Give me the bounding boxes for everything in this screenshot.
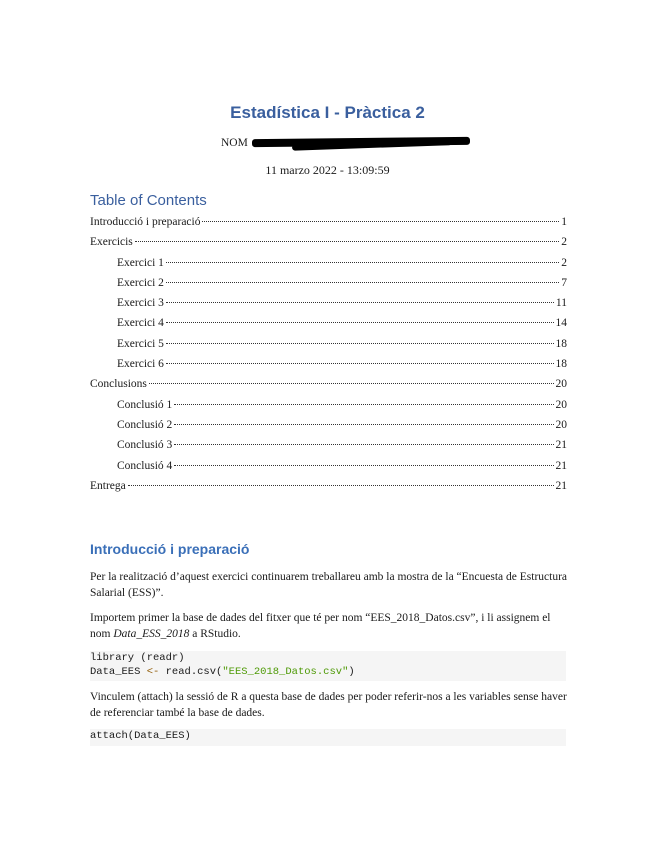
name-redaction — [252, 137, 470, 147]
toc-entry-label: Exercicis — [90, 236, 133, 249]
toc-heading: Table of Contents — [90, 192, 207, 209]
toc-entry-page: 20 — [555, 378, 567, 391]
paragraph-import-text: Importem primer la base de dades del fitxer que té per nom “EES_2018_Datos.csv”, i li assignem el nom — [90, 612, 551, 640]
toc-entry-label: Conclusió 4 — [117, 459, 173, 472]
toc-leader-dots — [202, 221, 559, 222]
toc-leader-dots — [166, 363, 554, 364]
paragraph-attach: Vinculem (attach) la sessió de R a questa base de dades per poder referir-nos a les variables sense haver de referenciar també la base de dades. — [90, 691, 567, 719]
name-line — [221, 137, 470, 149]
toc-entry-page: 11 — [555, 297, 567, 310]
toc-entry-page: 1 — [561, 216, 567, 228]
code-function: read.csv( — [159, 665, 223, 678]
code-variable: Data_EES — [90, 665, 147, 678]
toc-entry-page: 2 — [561, 256, 567, 269]
toc-entry-label: Entrega — [90, 479, 126, 492]
toc-entry[interactable] — [90, 395, 567, 415]
toc-leader-dots — [149, 383, 554, 384]
toc-entry-page: 18 — [555, 337, 567, 350]
paragraph-intro: Per la realització d’aquest exercici continuarem treballareu amb la mostra de la “Encuesta de Estructura Salarial (ESS)”. — [90, 571, 568, 599]
code-line: attach(Data_EES) — [90, 730, 191, 742]
toc-entry[interactable] — [90, 354, 567, 374]
paragraph-import-tail: a RStudio. — [189, 627, 241, 640]
paragraph-import — [90, 611, 568, 642]
section-heading: Introducció i preparació — [90, 541, 250, 557]
toc-entry-page: 20 — [555, 398, 567, 411]
toc-leader-dots — [174, 444, 553, 445]
code-block-attach — [90, 729, 566, 746]
toc-entry-label: Introducció i preparació — [90, 216, 201, 228]
toc-entry[interactable] — [90, 273, 567, 293]
code-operator: <- — [146, 665, 160, 678]
document-date: 11 marzo 2022 - 13:09:59 — [265, 163, 390, 177]
toc-entry-label: Exercici 5 — [117, 337, 164, 350]
toc-entry-page: 2 — [561, 236, 567, 249]
toc-entry-label: Exercici 1 — [117, 256, 164, 269]
table-of-contents — [90, 212, 567, 496]
toc-entry-page: 18 — [555, 358, 567, 371]
toc-leader-dots — [166, 262, 559, 263]
toc-entry-label: Conclusió 1 — [117, 398, 173, 411]
toc-entry-label: Exercici 6 — [117, 358, 164, 371]
toc-entry-page: 21 — [555, 439, 567, 452]
code-paren: ) — [348, 665, 355, 678]
document-title: Estadística I - Pràctica 2 — [230, 103, 425, 122]
toc-leader-dots — [166, 302, 554, 303]
toc-entry-page: 21 — [555, 479, 567, 492]
toc-entry-page: 21 — [555, 459, 567, 472]
toc-entry[interactable] — [90, 313, 567, 333]
name-label: NOM — [221, 137, 248, 149]
code-string: "EES_2018_Datos.csv" — [222, 665, 349, 678]
toc-entry[interactable] — [90, 374, 567, 394]
toc-leader-dots — [166, 343, 554, 344]
code-line: library (readr) — [90, 652, 185, 664]
code-block-import — [90, 651, 566, 681]
toc-leader-dots — [135, 241, 559, 242]
toc-entry-page: 20 — [555, 418, 567, 431]
toc-entry[interactable] — [90, 456, 567, 476]
toc-entry[interactable] — [90, 334, 567, 354]
toc-entry-label: Conclusió 3 — [117, 439, 173, 452]
toc-entry[interactable] — [90, 476, 567, 496]
toc-entry[interactable] — [90, 232, 567, 252]
toc-entry[interactable] — [90, 212, 567, 232]
toc-leader-dots — [166, 282, 559, 283]
toc-entry[interactable] — [90, 435, 567, 455]
toc-entry-label: Conclusions — [90, 378, 147, 391]
toc-leader-dots — [174, 424, 553, 425]
toc-entry-label: Conclusió 2 — [117, 418, 173, 431]
toc-entry[interactable] — [90, 253, 567, 273]
toc-entry-page: 14 — [555, 317, 567, 330]
toc-entry[interactable] — [90, 293, 567, 313]
toc-entry-page: 7 — [561, 276, 567, 289]
toc-entry[interactable] — [90, 415, 567, 435]
toc-entry-label: Exercici 2 — [117, 276, 164, 289]
toc-leader-dots — [174, 404, 553, 405]
toc-leader-dots — [166, 322, 554, 323]
dataset-name: Data_ESS_2018 — [113, 627, 190, 640]
toc-entry-label: Exercici 3 — [117, 297, 164, 310]
toc-entry-label: Exercici 4 — [117, 317, 164, 330]
toc-leader-dots — [174, 465, 553, 466]
toc-leader-dots — [128, 485, 554, 486]
